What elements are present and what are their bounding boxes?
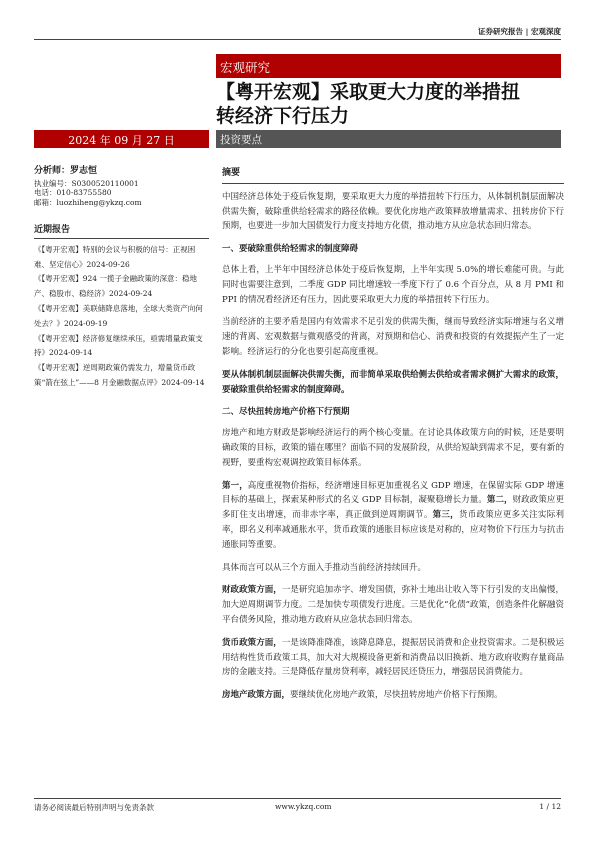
analyst-license: 执业编号：S0300520110001 bbox=[34, 178, 139, 188]
sidebar bbox=[34, 166, 209, 391]
report-title-line1: 【粤开宏观】采取更大力度的举措扭 bbox=[216, 81, 521, 103]
footer-divider bbox=[34, 798, 561, 799]
body-paragraph: 中国经济总体处于疫后恢复期，要采取更大力度的举措扭转下行压力，从体制机制层面解决供需失衡，破除重供给轻需求的路径依赖。要优化房地产政策释放增量需求、扭转房价下行预期，也要进一步加大国债发行力度支持地方化债，推动地方从应急状态回归常态。 bbox=[222, 191, 564, 232]
analyst-email[interactable]: 邮箱：luozhiheng@ykzq.com bbox=[34, 197, 142, 207]
body-paragraph bbox=[222, 636, 564, 680]
paragraph-text: 要继续优化房地产政策，尽快扭转房地产价格下行预期。 bbox=[290, 690, 503, 701]
report-date: 2024 年 09 月 27 日 bbox=[34, 130, 209, 148]
header-divider bbox=[34, 39, 561, 40]
paragraph-text: 一是该降准降准，该降息降息，提振居民消费和企业投资需求。二是积极运用结构性货币政策工具，加大对大规模设备更新和消费品以旧换新、地方政府收购存量商品房的金融支持。三是降低存量房贷利率，减轻居民还贷压力，增强居民消费能力。 bbox=[222, 637, 564, 678]
recent-report-item[interactable]: 《【粤开宏观】924 一揽子金融政策的深意：稳地产、稳股市、稳经济》2024-09-24 bbox=[34, 274, 197, 299]
section-heading: 二、尽快扭转房地产价格下行预期 bbox=[222, 407, 350, 418]
paragraph-lead: 财政政策方面， bbox=[222, 585, 282, 596]
recent-reports-title: 近期报告 bbox=[34, 225, 71, 236]
footer-website[interactable]: www.ykzq.com bbox=[275, 802, 332, 811]
body-paragraph-bold: 要从体制机制层面解决供需失衡，而非简单采取供给侧去供给或者需求侧扩大需求的政策，要破除重供给轻需求的制度障碍。 bbox=[222, 369, 564, 395]
body-paragraph bbox=[222, 479, 564, 553]
section-heading: 一、要破除重供给轻需求的制度障碍 bbox=[222, 244, 359, 255]
category-banner: 宏观研究 bbox=[216, 54, 561, 78]
recent-report-item[interactable]: 《【粤开宏观】美联储降息落地，全球大类资产向何处去？》2024-09-19 bbox=[34, 303, 203, 328]
paragraph-lead: 第二， bbox=[486, 495, 513, 506]
paragraph-lead: 第三， bbox=[432, 510, 459, 521]
recent-report-item[interactable]: 《【粤开宏观】逆周期政策仍需发力，增量货币政策“箭在弦上”——8 月金融数据点评》2024-09-14 bbox=[34, 363, 205, 387]
report-title-line2: 转经济下行压力 bbox=[216, 105, 350, 127]
body-paragraph: 房地产和地方财政是影响经济运行的两个核心变量。在讨论具体政策方向的时候，还是要明确政策的目标，政策的锚在哪里？面临不同的发展阶段，从供给短缺到需求不足，要有新的视野，要重构宏观调控政策目标体系。 bbox=[222, 428, 564, 468]
recent-report-item[interactable]: 《【粤开宏观】经济修复继续承压，亟需增量政策支持》2024-09-14 bbox=[34, 333, 203, 358]
section-banner: 投资要点 bbox=[216, 130, 561, 148]
page-number: 1 / 12 bbox=[539, 802, 561, 811]
body-paragraph: 当前经济的主要矛盾是国内有效需求不足引发的供需失衡，继而导致经济实际增速与名义增速的背离、宏观数据与微观感受的背离，对预期和信心、消费和投资的有效提振产生了一定影响。经济运行的分化也要引起高度重视。 bbox=[222, 317, 564, 357]
body-paragraph bbox=[222, 583, 564, 627]
paragraph-lead: 第一， bbox=[222, 480, 248, 491]
report-title bbox=[216, 80, 566, 128]
analyst-phone: 电话：010-83755580 bbox=[34, 188, 112, 198]
paragraph-text: 财政政策应更多盯住支出增速，而非赤字率，真正做到逆周期调节。 bbox=[222, 495, 564, 521]
recent-report-item[interactable]: 《【粤开宏观】特别的会议与积极的信号：正视困难、坚定信心》2024-09-26 bbox=[34, 244, 196, 269]
paragraph-text: 一是研究追加赤字、增发国债，弥补土地出让收入等下行引发的支出偏慢，加大逆周期调节力度。二是加快专项债发行进度。三是优化“化债”政策，创造条件化解融资平台债务风险，推动地方政府从应急状态回归常态。 bbox=[222, 585, 564, 625]
paragraph-text: 高度重视物价指标，经济增速目标更加重视名义 GDP 增速，在保留实际 GDP 增速目标的基础上，探索某种形式的名义 GDP 目标制，凝聚稳增长力量。 bbox=[222, 480, 564, 506]
body-paragraph: 总体上看，上半年中国经济总体处于疫后恢复期，上半年实现 5.0%的增长难能可贵。与此同时也需要注意到，二季度 GDP 同比增速较一季度下行了 0.6 个百分点，从 8 月 PMI 和 PPI 的情况看经济还有压力，因此要采取更大力度的举措扭转下行压力。 bbox=[222, 264, 564, 305]
header-report-type: 证券研究报告 | 宏观深度 bbox=[478, 27, 561, 36]
abstract-heading: 摘要 bbox=[222, 168, 241, 178]
paragraph-lead: 房地产政策方面， bbox=[222, 690, 291, 701]
body-paragraph: 具体而言可以从三个方面入手推动当前经济持续回升。 bbox=[222, 562, 427, 573]
footer-disclaimer: 请务必阅读最后特别声明与免责条款 bbox=[34, 803, 154, 812]
analyst-name: 分析师：罗志恒 bbox=[34, 166, 98, 176]
body-paragraph bbox=[222, 688, 564, 703]
abstract-divider bbox=[222, 183, 564, 184]
paragraph-text: 货币政策应更多关注实际利率，即名义利率减通胀水平，货币政策的通胀目标应该是对称的，应对物价下行压力与抗击通胀同等重要。 bbox=[222, 510, 564, 550]
recent-reports-divider bbox=[34, 238, 209, 239]
main-content bbox=[222, 166, 564, 711]
paragraph-lead: 货币政策方面， bbox=[222, 637, 282, 648]
